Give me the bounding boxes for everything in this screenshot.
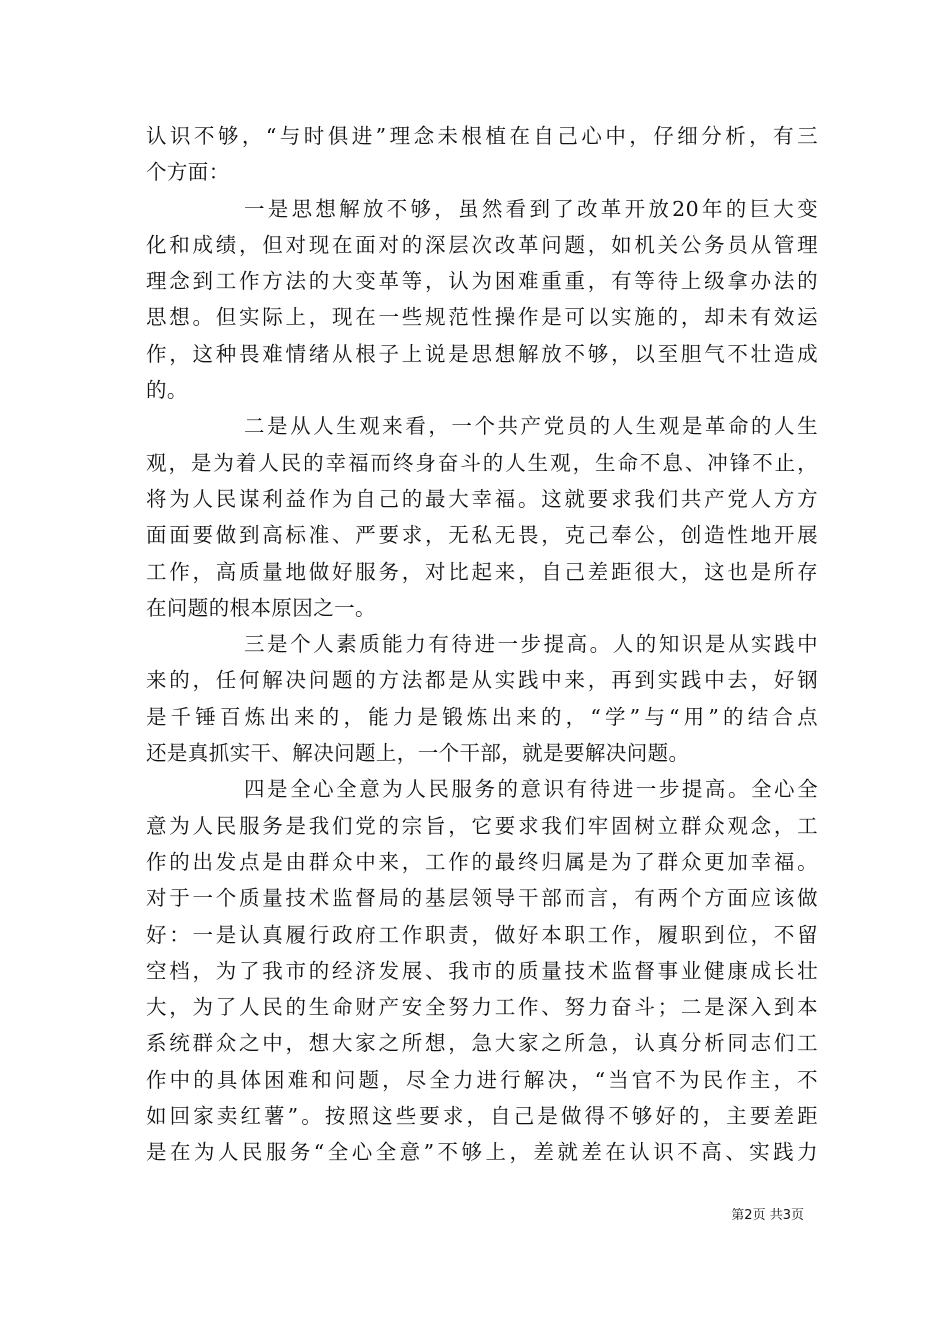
footer-suffix: 页 [790, 1208, 804, 1223]
text-line: 一是思想解放不够，虽然看到了改革开放20年的巨大变 [244, 196, 818, 221]
text-line: 空档，为了我市的经济发展、我市的质量技术监督事业健康成长壮 [146, 958, 818, 983]
text-line: 对于一个质量技术监督局的基层领导干部而言，有两个方面应该做 [146, 886, 818, 911]
text-line: 化和成绩，但对现在面对的深层次改革问题，如机关公务员从管理 [146, 232, 818, 257]
text-line: 在问题的根本原因之一。 [146, 595, 376, 620]
text-line: 意为人民服务是我们党的宗旨，它要求我们牢固树立群众观念，工 [146, 813, 818, 838]
text-line: 观，是为着人民的幸福而终身奋斗的人生观，生命不息、冲锋不止， [146, 450, 818, 475]
text-line: 还是真抓实干、解决问题上，一个干部，就是要解决问题。 [146, 741, 690, 766]
text-line: 是在为人民服务“全心全意”不够上，差就差在认识不高、实践力 [146, 1140, 818, 1165]
text-line: 面面要做到高标准、严要求，无私无畏，克己奉公，创造性地开展 [146, 523, 818, 548]
text-line: 是千锤百炼出来的，能力是锻炼出来的，“学”与“用”的结合点 [146, 704, 818, 729]
text-line: 三是个人素质能力有待进一步提高。人的知识是从实践中 [244, 632, 818, 657]
text-line: 大，为了人民的生命财产安全努力工作、努力奋斗；二是深入到本 [146, 995, 818, 1020]
text-line: 个方面： [146, 160, 230, 185]
text-line: 作中的具体困难和问题，尽全力进行解决，“当官不为民作主，不 [146, 1067, 818, 1092]
text-line: 作的出发点是由群众中来，工作的最终归属是为了群众更加幸福。 [146, 849, 818, 874]
text-line: 作，这种畏难情绪从根子上说是思想解放不够，以至胆气不壮造成 [146, 341, 818, 366]
footer-middle: 页 共 [752, 1208, 783, 1223]
text-line: 将为人民谋利益作为自己的最大幸福。这就要求我们共产党人方方 [146, 486, 818, 511]
page-footer [731, 1204, 804, 1223]
text-line: 来的，任何解决问题的方法都是从实践中来，再到实践中去，好钢 [146, 668, 818, 693]
text-line: 理念到工作方法的大变革等，认为困难重重，有等待上级拿办法的 [146, 269, 818, 294]
text-line: 好：一是认真履行政府工作职责，做好本职工作，履职到位，不留 [146, 922, 818, 947]
text-line: 系统群众之中，想大家之所想，急大家之所急，认真分析同志们工 [146, 1031, 818, 1056]
text-line: 思想。但实际上，现在一些规范性操作是可以实施的，却未有效运 [146, 305, 818, 330]
footer-prefix: 第 [731, 1208, 745, 1223]
text-line: 二是从人生观来看，一个共产党员的人生观是革命的人生 [244, 414, 818, 439]
total-page-number: 3 [782, 1208, 791, 1223]
text-line: 认识不够，“与时俱进”理念未根植在自己心中，仔细分析，有三 [146, 124, 818, 148]
text-line: 工作，高质量地做好服务，对比起来，自己差距很大，这也是所存 [146, 559, 818, 584]
text-line: 如回家卖红薯”。按照这些要求，自己是做得不够好的，主要差距 [146, 1104, 818, 1129]
current-page-number: 2 [744, 1208, 753, 1223]
document-body [146, 118, 818, 1171]
text-line: 四是全心全意为人民服务的意识有待进一步提高。全心全 [244, 777, 818, 802]
text-line: 的。 [146, 378, 188, 403]
